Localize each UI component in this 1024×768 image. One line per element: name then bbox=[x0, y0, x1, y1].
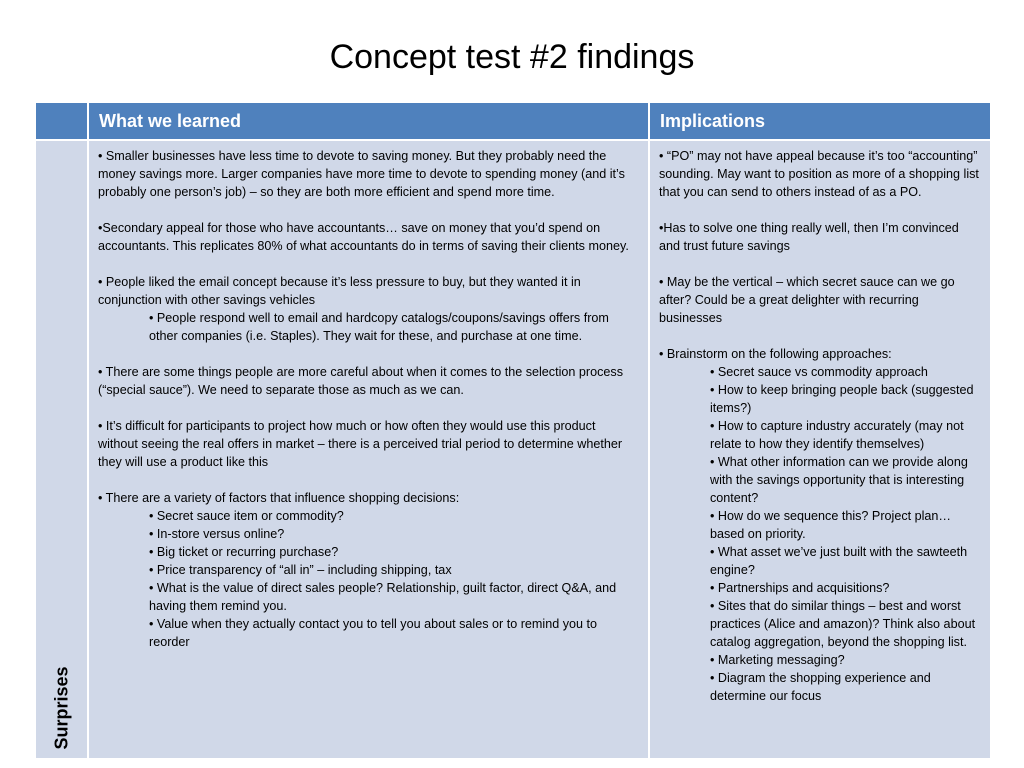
learned-bullet-sub: • Secret sauce item or commodity? bbox=[149, 509, 344, 523]
learned-bullet-sub: • People respond well to email and hardcopy catalogs/coupons/savings offers from other companies (i.e. Staples). They wait for these, and purchase at one time. bbox=[149, 311, 609, 343]
header-implications: Implications bbox=[649, 102, 991, 140]
implications-cell bbox=[649, 140, 991, 759]
paragraph-gap bbox=[98, 399, 638, 417]
implication-bullet-sub: • Diagram the shopping experience and determine our focus bbox=[710, 671, 931, 703]
findings-table bbox=[34, 101, 992, 760]
row-label-cell bbox=[35, 140, 88, 759]
implication-bullet-sub: • Partnerships and acquisitions? bbox=[710, 581, 890, 595]
implication-bullet-sub: • Sites that do similar things – best and worst practices (Alice and amazon)? Think also about catalog aggregation, beyond the shopping list. bbox=[710, 599, 976, 649]
implication-bullet-sub: • Marketing messaging? bbox=[710, 653, 845, 667]
learned-bullet-sub: • Value when they actually contact you to tell you about sales or to remind you to reorder bbox=[149, 617, 598, 649]
learned-bullet: • It’s difficult for participants to project how much or how often they would use this product without seeing the real offers in market – there is a perceived trial period to determine whether they will use a product like this bbox=[98, 419, 623, 469]
implication-bullet: • “PO” may not have appeal because it’s too “accounting” sounding. May want to position as more of a shopping list that you can send to others instead of as a PO. bbox=[659, 149, 979, 199]
learned-bullet: • There are some things people are more careful about when it comes to the selection process (“special sauce”). We need to separate those as much as we can. bbox=[98, 365, 624, 397]
header-corner bbox=[35, 102, 88, 140]
paragraph-gap bbox=[659, 201, 980, 219]
paragraph-gap bbox=[98, 471, 638, 489]
learned-bullet: • Smaller businesses have less time to devote to saving money. But they probably need the money savings more. Larger companies have more time to devote to spending money (and it’s probably one person’s job) – so they are both more efficient and spend more time. bbox=[98, 149, 625, 199]
learned-list bbox=[89, 141, 648, 655]
learned-bullet-sub: • Price transparency of “all in” – including shipping, tax bbox=[149, 563, 452, 577]
implication-bullet-sub: • How to keep bringing people back (suggested items?) bbox=[710, 383, 974, 415]
implication-bullet-sub: • How to capture industry accurately (may not relate to how they identify themselves) bbox=[710, 419, 964, 451]
learned-bullet-sub: • What is the value of direct sales people? Relationship, guilt factor, direct Q&A, and having them remind you. bbox=[149, 581, 617, 613]
surprises-row bbox=[35, 140, 991, 759]
implication-bullet-sub: • What other information can we provide along with the savings opportunity that is interesting content? bbox=[710, 455, 968, 505]
paragraph-gap bbox=[659, 255, 980, 273]
implication-bullet: • May be the vertical – which secret sauce can we go after? Could be a great delighter with recurring businesses bbox=[659, 275, 955, 325]
learned-cell bbox=[88, 140, 649, 759]
implication-bullet: •Has to solve one thing really well, then I’m convinced and trust future savings bbox=[659, 221, 959, 253]
paragraph-gap bbox=[98, 201, 638, 219]
implication-bullet-sub: • How do we sequence this? Project plan… based on priority. bbox=[710, 509, 952, 541]
header-row bbox=[35, 102, 991, 140]
learned-bullet-sub: • Big ticket or recurring purchase? bbox=[149, 545, 339, 559]
learned-bullet: • People liked the email concept because it’s less pressure to buy, but they wanted it in conjunction with other savings vehicles bbox=[98, 275, 581, 307]
implications-list bbox=[650, 141, 990, 709]
implication-bullet-sub: • What asset we’ve just built with the sawteeth engine? bbox=[710, 545, 968, 577]
learned-bullet-sub: • In-store versus online? bbox=[149, 527, 285, 541]
learned-bullet: • There are a variety of factors that influence shopping decisions: bbox=[98, 491, 460, 505]
slide-title: Concept test #2 findings bbox=[329, 38, 695, 76]
paragraph-gap bbox=[659, 327, 980, 345]
paragraph-gap bbox=[98, 255, 638, 273]
implication-bullet-sub: • Secret sauce vs commodity approach bbox=[710, 365, 928, 379]
row-label-surprises: Surprises bbox=[51, 666, 71, 750]
implication-bullet: • Brainstorm on the following approaches: bbox=[659, 347, 892, 361]
header-what-we-learned: What we learned bbox=[88, 102, 649, 140]
learned-bullet: •Secondary appeal for those who have accountants… save on money that you’d spend on accountants. This replicates 80% of what accountants do in terms of saving their clients money. bbox=[98, 221, 629, 253]
paragraph-gap bbox=[98, 345, 638, 363]
